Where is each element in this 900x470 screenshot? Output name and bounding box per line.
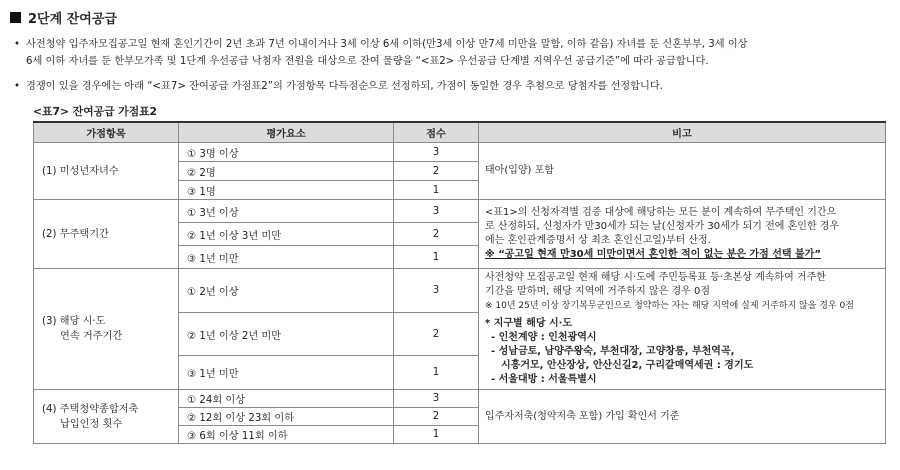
score-cell: 2 [394,162,479,181]
option-cell: ② 1년 이상 2년 미만 [179,313,394,356]
table-row [34,143,886,162]
score-cell: 1 [394,426,479,444]
table-row [34,269,886,313]
bullet-1-line-2: 6세 이하 자녀를 둔 한부모가족 및 1단계 우선공급 낙첨자 전원을 대상으로 잔여 물량을 “<표2> 우선공급 단계별 지역우선 공급기준”에 따라 공급합니다. [26,56,709,67]
criterion-label: (1) 미성년자녀수 [42,165,119,177]
option-cell: ② 12회 이상 23회 이하 [179,408,394,426]
score-cell: 1 [394,246,479,269]
section-title: 2단계 잔여공급 [28,12,117,27]
bullet-dot-icon: • [14,81,21,92]
bullet-paragraph-2 [14,78,663,95]
score-cell: 2 [394,408,479,426]
note-line: - 인천계양 : 인천광역시 [491,332,597,343]
table-row [34,390,886,408]
option-cell: ① 2년 이상 [179,269,394,313]
note-line: 에는 혼인관계증명서 상 최초 혼인신고일)부터 산정. [485,235,711,246]
table-row [34,200,886,223]
note-line: 사전청약 모집공고일 현재 해당 시·도에 주민등록표 등·초본상 계속하여 거주한 [485,272,826,283]
score-cell: 3 [394,200,479,223]
score-cell: 2 [394,223,479,246]
note-line: - 서울대방 : 서울특별시 [491,374,597,385]
note-cell [479,269,886,390]
criterion-cell [34,200,179,269]
criterion-label: (4) 주택청약종합저축 [42,403,139,415]
header-element: 평가요소 [179,122,394,143]
section-heading [10,8,117,27]
table-header-row [34,122,886,143]
option-cell: ② 1년 이상 3년 미만 [179,223,394,246]
bullet-2-line-1: 경쟁이 있을 경우에는 아래 “<표7> 잔여공급 가점표2”의 가점항목 다득점순으로 선정하되, 가점이 동일한 경우 추첨으로 당첨자를 선정합니다. [26,81,663,92]
option-cell: ③ 1년 미만 [179,356,394,390]
criterion-cell [34,143,179,200]
note-line: - 성남금토, 남양주왕숙, 부천대장, 고양창릉, 부천역곡, [491,346,735,357]
option-cell: ① 3년 이상 [179,200,394,223]
note-line: 시흥거모, 안산장상, 안산신길2, 구리갈매역세권 : 경기도 [501,360,754,371]
bullet-dot-icon: • [14,39,21,50]
note-line: 로 산정하되, 신청자가 만30세가 되는 날(신청자가 30세가 되기 전에 혼인한 경우 [485,221,840,232]
note-line: * 지구별 해당 시·도 [485,318,573,329]
score-table [33,121,886,444]
criterion-label-line-2: 연속 거주기간 [60,331,123,342]
note-cell [479,200,886,269]
criterion-label-line-2: 납입인정 횟수 [60,418,123,430]
criterion-cell [34,269,179,390]
header-score: 점수 [394,122,479,143]
note-line: 입주자저축(청약저축 포함) 가입 확인서 기준 [485,410,680,422]
bullet-1-line-1: 사전청약 입주자모집공고일 현재 혼인기간이 2년 초과 7년 이내이거나 3세 이상 6세 이하(만3세 이상 만7세 미만을 말함, 이하 같음) 자녀를 둔 신혼부부, 3세 이상 [26,39,748,50]
note-line: 태아(입양) 포함 [485,165,554,176]
note-warning-line: ※ “공고일 현재 만30세 미만이면서 혼인한 적이 없는 분은 가점 선택 불가” [485,249,821,260]
score-cell: 1 [394,356,479,390]
option-cell: ① 3명 이상 [179,143,394,162]
bullet-paragraph-1 [14,36,748,70]
criterion-cell [34,390,179,444]
header-note: 비고 [479,122,886,143]
score-cell: 3 [394,143,479,162]
table-caption: <표7> 잔여공급 가점표2 [33,105,158,118]
option-cell: ③ 1년 미만 [179,246,394,269]
score-cell: 3 [394,269,479,313]
option-cell: ③ 6회 이상 11회 이하 [179,426,394,444]
square-bullet-icon [10,12,21,23]
score-cell: 2 [394,313,479,356]
note-line: 기간을 말하며, 해당 지역에 거주하지 않은 경우 0점 [485,286,710,297]
note-cell [479,143,886,200]
score-cell: 3 [394,390,479,408]
criterion-label: (2) 무주택기간 [42,228,109,240]
option-cell: ② 2명 [179,162,394,181]
header-criterion: 가점항목 [34,122,179,143]
note-line: ※ 10년 25년 이상 장기복무군인으로 청약하는 자는 해당 지역에 실제 거주하지 않을 경우 0점 [485,301,854,311]
score-cell: 1 [394,181,479,200]
criterion-label: (3) 해당 시·도 [42,316,106,327]
note-cell [479,390,886,444]
option-cell: ① 24회 이상 [179,390,394,408]
option-cell: ③ 1명 [179,181,394,200]
note-line: <표1>의 신청자격별 검증 대상에 해당하는 모든 분이 계속하여 무주택인 기간으 [485,207,837,218]
